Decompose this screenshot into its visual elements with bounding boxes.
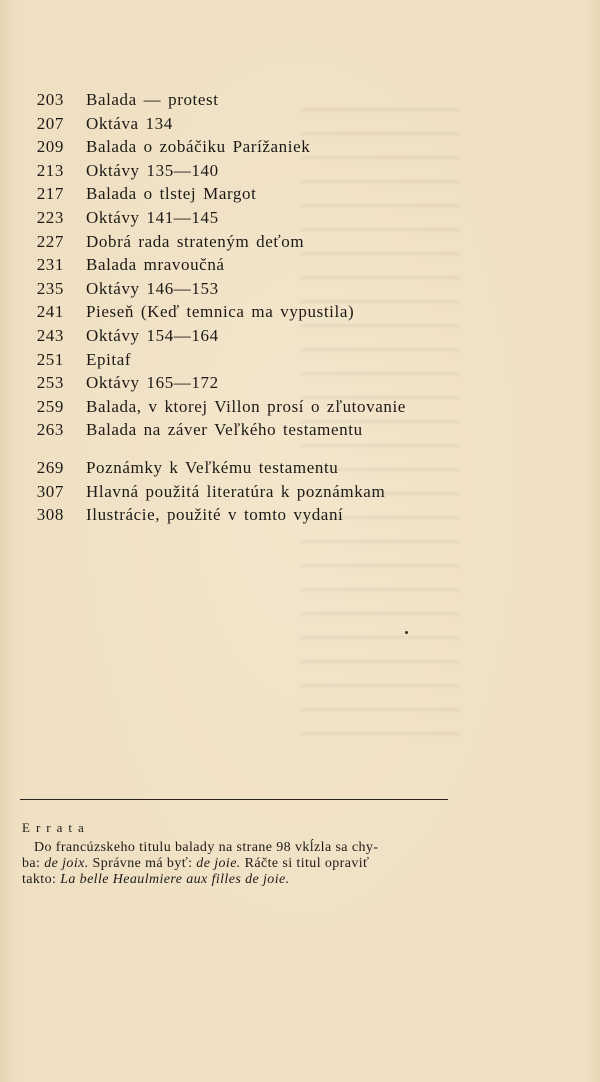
toc-page-number: 251: [36, 349, 64, 369]
toc-entry: [22, 277, 442, 301]
toc-title: Oktáva 134: [86, 113, 173, 133]
toc-entry: [22, 159, 442, 183]
toc-title: Ilustrácie, použité v tomto vydaní: [86, 505, 344, 525]
toc-title: Oktávy 135—140: [86, 160, 219, 180]
toc-entry: [22, 371, 442, 395]
toc-page-number: 253: [36, 373, 64, 393]
footnote-divider: [20, 799, 448, 800]
errata-wrong-word: de joix.: [44, 856, 89, 871]
errata-note: [22, 840, 452, 888]
toc-page-number: 203: [36, 90, 64, 109]
toc-appendix-entry: [22, 456, 442, 480]
toc-title: Pieseň (Keď temnica ma vypustila): [86, 302, 355, 322]
errata-text-fragment: Ráčte si titul opraviť: [240, 856, 370, 871]
errata-line-1: Do francúzskeho titulu balady na strane 98 vkĺzla sa chy-: [34, 840, 379, 855]
toc-title: Epitaf: [86, 349, 132, 369]
toc-entry: [22, 300, 442, 324]
toc-page-number: 308: [36, 505, 64, 525]
toc-page-number: 213: [36, 160, 64, 180]
toc-page-number: 231: [36, 255, 64, 275]
toc-page-number: 209: [36, 137, 64, 157]
toc-title: Balada — protest: [86, 90, 219, 109]
toc-title: Balada na záver Veľkého testamentu: [86, 420, 363, 440]
toc-title: Balada o tlstej Margot: [86, 184, 257, 204]
toc-title: Balada mravoučná: [86, 255, 225, 275]
toc-entry: [22, 135, 442, 159]
errata-corrected-title: La belle Heaulmiere aux filles de joie.: [60, 872, 290, 887]
toc-entry: [22, 253, 442, 277]
toc-entry: [22, 88, 442, 112]
toc-page-number: 259: [36, 396, 64, 416]
toc-page-number: 227: [36, 231, 64, 251]
toc-title: Poznámky k Veľkému testamentu: [86, 457, 339, 477]
toc-page-number: 223: [36, 207, 64, 227]
toc-appendix-entry: [22, 503, 442, 527]
toc-title: Hlavná použitá literatúra k poznámkam: [86, 481, 386, 501]
toc-title: Balada o zobáčiku Parížaniek: [86, 137, 311, 157]
toc-title: Oktávy 141—145: [86, 207, 219, 227]
toc-entry: [22, 206, 442, 230]
toc-entry: [22, 324, 442, 348]
toc-entry: [22, 230, 442, 254]
ink-speck: [405, 631, 408, 634]
table-of-contents: [22, 88, 442, 527]
toc-entry: [22, 395, 442, 419]
errata-text-fragment: ba:: [22, 856, 45, 871]
toc-entry: [22, 348, 442, 372]
toc-title: Oktávy 165—172: [86, 373, 219, 393]
errata-heading: Errata: [22, 820, 90, 835]
toc-title: Oktávy 154—164: [86, 325, 219, 345]
toc-page-number: 307: [36, 481, 64, 501]
toc-title: Oktávy 146—153: [86, 278, 219, 298]
errata-text-fragment: takto:: [22, 872, 61, 887]
toc-entry: [22, 182, 442, 206]
toc-page-number: 235: [36, 278, 64, 298]
toc-page-number: 217: [36, 184, 64, 204]
errata-line-3: [22, 872, 452, 888]
toc-entry: [22, 418, 442, 442]
section-spacer: [22, 442, 442, 456]
toc-page-number: 243: [36, 325, 64, 345]
toc-title: Balada, v ktorej Villon prosí o zľutovanie: [86, 396, 406, 416]
toc-entry: [22, 112, 442, 136]
errata-line-2: [22, 856, 452, 872]
toc-page-number: 269: [36, 457, 64, 477]
errata-correct-word: de joie.: [196, 856, 241, 871]
toc-title: Dobrá rada strateným deťom: [86, 231, 305, 251]
toc-page-number: 241: [36, 302, 64, 322]
toc-page-number: 263: [36, 420, 64, 440]
toc-appendix-entry: [22, 480, 442, 504]
errata-text-fragment: Správne má byť:: [88, 856, 197, 871]
toc-page-number: 207: [36, 113, 64, 133]
